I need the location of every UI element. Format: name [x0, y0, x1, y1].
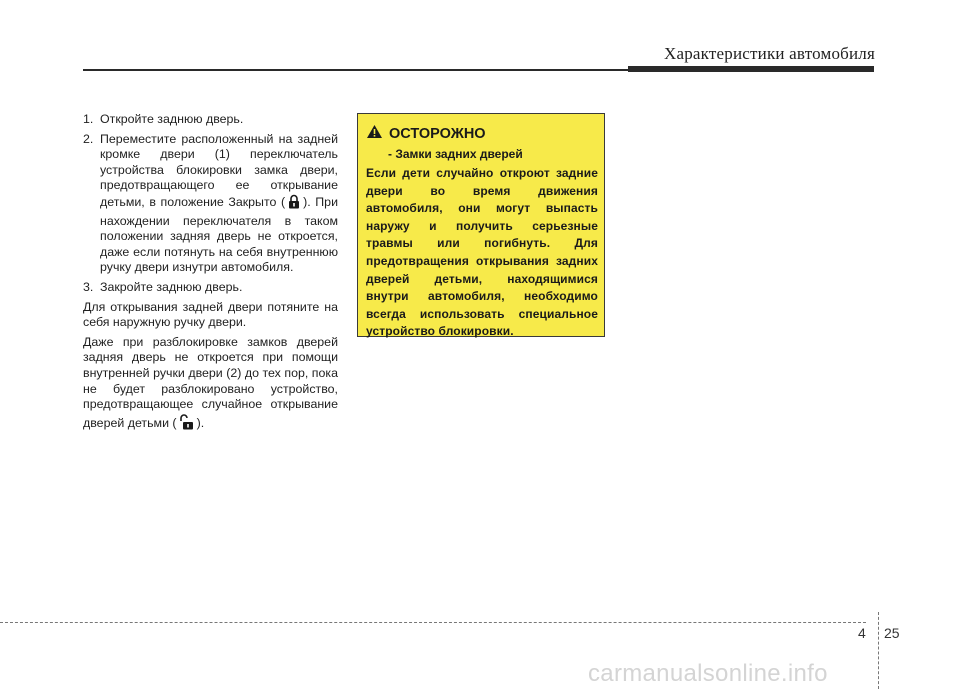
paragraph-unlock-text-before: Даже при разблокировке замков дверей задняя дверь не откроется при помощи внутренней ручки двери (2) до тех пор, пока не будет разблокировано устройство, предотвращающее случайное открывание дверей детьми ( [83, 334, 338, 430]
step-1-text: Откройте заднюю дверь. [100, 112, 244, 126]
footer-dashed-rule [0, 622, 866, 623]
footer-vertical-rule [878, 612, 879, 689]
step-3 [83, 280, 338, 296]
warning-body: Если дети случайно откроют задние двери во время движения автомобиля, они могут выпасть наружу и получить серьезные травмы или погибнуть. Для предотвращения открывания задних дверей детьми, находящимися внутри автомобиля, необходимо всегда использовать специальное устройство блокировки. [366, 166, 598, 339]
lock-closed-icon [287, 194, 301, 214]
paragraph-unlock-note [83, 335, 338, 435]
step-1-number: 1. [83, 112, 94, 126]
step-1 [83, 112, 338, 128]
step-2-number: 2. [83, 131, 94, 146]
instructions-column [83, 112, 338, 438]
paragraph-open-door: Для открывания задней двери потяните на себя наружную ручку двери. [83, 299, 338, 330]
watermark: carmanualsonline.info [588, 660, 828, 687]
chapter-number: 4 [858, 625, 866, 641]
step-3-text: Закройте заднюю дверь. [100, 279, 243, 294]
paragraph-unlock-text-after: ). [196, 415, 205, 430]
step-2 [83, 132, 338, 276]
warning-box [357, 113, 605, 337]
warning-subtitle: - Замки задних дверей [388, 147, 523, 161]
lock-open-icon [179, 413, 195, 435]
step-2-text-after: ). При нахождении переключателя в таком положении задняя дверь не откроется, даже если потянуть на себя внутреннюю ручку двери изнутри автомобиля. [100, 194, 338, 275]
step-2-text-before: Переместите расположенный на задней кромке двери (1) переключатель устройства блокировки замка двери, предотвращающего ее открывание детьми, в положение Закрыто ( [100, 131, 338, 209]
step-3-number: 3. [83, 279, 94, 294]
warning-title: ОСТОРОЖНО [389, 126, 486, 142]
warning-header [366, 124, 598, 144]
page-header-title: Характеристики автомобиля [664, 44, 875, 63]
warning-triangle-icon [366, 124, 383, 144]
header-rule-thin [83, 69, 628, 71]
page-number: 25 [884, 625, 900, 641]
header-rule-thick [628, 66, 874, 72]
